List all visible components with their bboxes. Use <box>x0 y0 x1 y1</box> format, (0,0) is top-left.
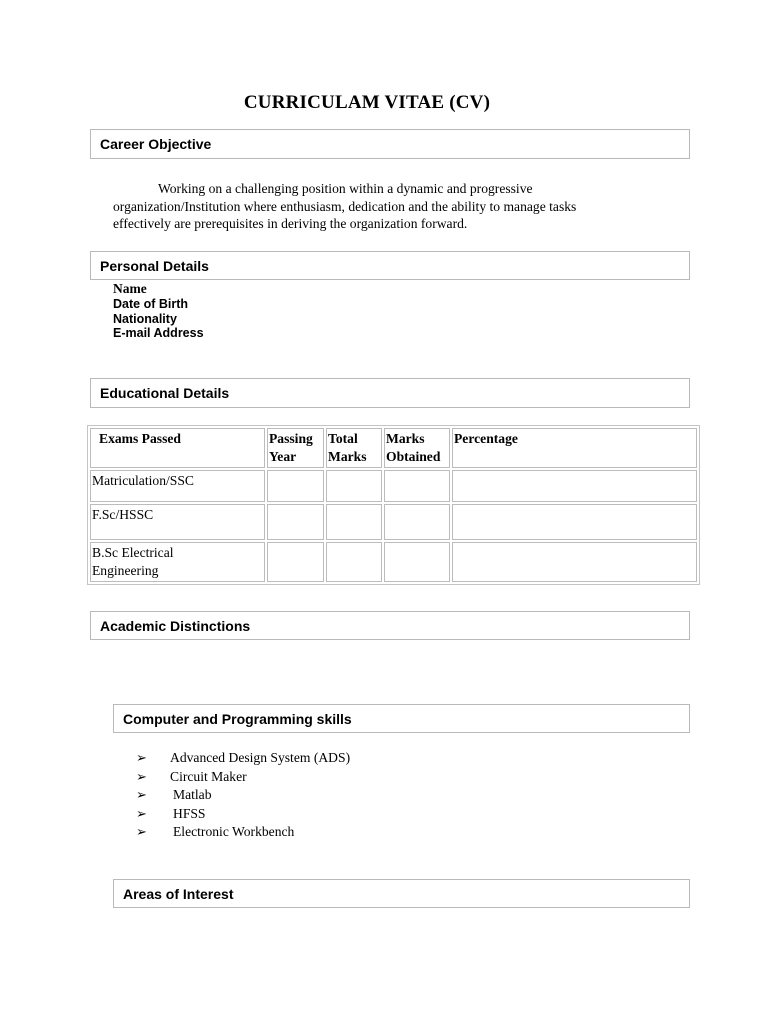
section-career-objective <box>90 129 690 159</box>
table-cell[interactable] <box>452 542 697 582</box>
section-career-objective-label: Career Objective <box>100 136 212 152</box>
table-cell[interactable] <box>267 542 324 582</box>
skill-hfss: HFSS <box>173 805 206 821</box>
table-cell[interactable] <box>384 504 450 540</box>
table-row <box>90 542 697 582</box>
education-table <box>87 425 700 585</box>
objective-line-3: effectively are prerequisites in deriving the organization forward. <box>113 216 468 231</box>
header-marks-obtained <box>384 428 450 468</box>
section-computer-skills <box>113 704 690 733</box>
section-educational-details-label: Educational Details <box>100 385 230 401</box>
row-bsc-line-2: Engineering <box>92 563 159 578</box>
section-computer-skills-label: Computer and Programming skills <box>123 710 352 727</box>
header-passing-year <box>267 428 324 468</box>
header-exams-passed: Exams Passed <box>90 428 265 468</box>
header-year-label: Year <box>269 449 297 464</box>
row-bsc-line-1: B.Sc Electrical <box>92 545 174 560</box>
personal-nationality-label: Nationality <box>113 312 177 326</box>
arrow-bullet-icon: ➢ <box>136 787 147 802</box>
objective-text <box>113 180 643 233</box>
table-cell[interactable] <box>384 542 450 582</box>
skill-ads: Advanced Design System (ADS) <box>170 750 351 765</box>
objective-line-2: organization/Institution where enthusiasm, dedication and the ability to manage tasks <box>113 198 577 214</box>
section-areas-of-interest <box>113 879 690 908</box>
skill-matlab: Matlab <box>173 787 212 802</box>
section-academic-distinctions-label: Academic Distinctions <box>100 617 251 634</box>
row-bsc <box>90 542 265 582</box>
table-cell[interactable] <box>326 504 382 540</box>
row-matriculation: Matriculation/SSC <box>90 470 265 502</box>
skill-electronic-workbench: Electronic Workbench <box>173 824 295 839</box>
section-areas-of-interest-label: Areas of Interest <box>123 885 234 902</box>
arrow-bullet-icon: ➢ <box>136 768 147 784</box>
table-cell[interactable] <box>326 542 382 582</box>
section-personal-details-label: Personal Details <box>100 257 209 274</box>
table-header-row <box>90 428 697 468</box>
personal-dob-label: Date of Birth <box>113 297 188 311</box>
header-total-label: Total <box>328 431 358 446</box>
table-row <box>90 504 697 540</box>
table-cell[interactable] <box>267 504 324 540</box>
header-obtained-label: Obtained <box>386 449 441 464</box>
table-cell[interactable] <box>452 470 697 502</box>
section-educational-details <box>90 378 690 408</box>
personal-email-label: E-mail Address <box>113 326 204 340</box>
skill-circuit-maker: Circuit Maker <box>170 768 247 784</box>
cv-title: CURRICULAM VITAE (CV) <box>243 92 491 113</box>
header-marks2-label: Marks <box>386 431 425 446</box>
arrow-bullet-icon: ➢ <box>136 750 147 765</box>
arrow-bullet-icon: ➢ <box>136 805 147 821</box>
table-cell[interactable] <box>326 470 382 502</box>
section-personal-details <box>90 251 690 280</box>
personal-name-label: Name <box>113 281 147 296</box>
row-fsc: F.Sc/HSSC <box>90 504 265 540</box>
header-marks-label: Marks <box>328 449 367 464</box>
header-percentage: Percentage <box>452 428 697 468</box>
objective-line-1: Working on a challenging position within a dynamic and progressive <box>158 181 533 196</box>
header-total-marks <box>326 428 382 468</box>
table-cell[interactable] <box>267 470 324 502</box>
table-cell[interactable] <box>452 504 697 540</box>
table-cell[interactable] <box>384 470 450 502</box>
section-academic-distinctions <box>90 611 690 640</box>
header-passing-label: Passing <box>269 431 313 446</box>
table-row <box>90 470 697 502</box>
arrow-bullet-icon: ➢ <box>136 824 147 839</box>
